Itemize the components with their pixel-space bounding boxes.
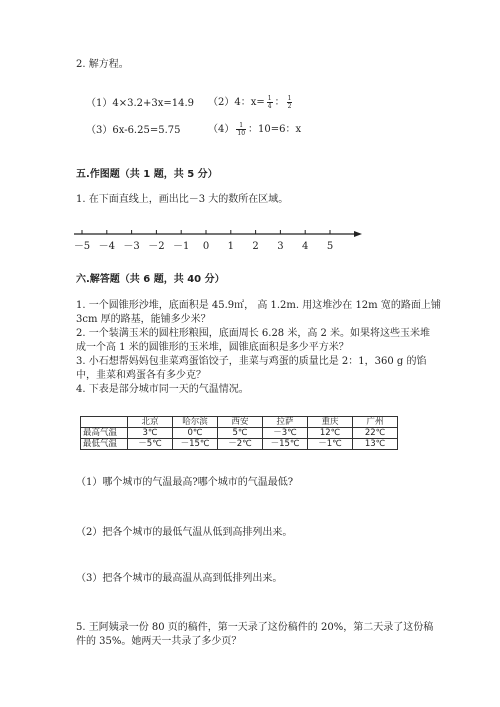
number-line-label: 2	[252, 241, 259, 252]
question-5-line-2: 件的 35%。她两天一共录了多少页？	[76, 636, 242, 647]
equation-2	[208, 95, 294, 110]
table-cell: 13℃	[353, 439, 398, 450]
question-3-line-2: 中，韭菜和鸡蛋各有多少克？	[76, 370, 206, 381]
table-header-cell: 西安	[218, 417, 263, 428]
table-header-cell: 北京	[128, 417, 173, 428]
table-row	[81, 439, 398, 450]
table-header-row	[81, 417, 398, 428]
fraction-one-quarter: $\frac{1}{4}$	[267, 95, 272, 110]
table-cell: －15℃	[173, 439, 218, 450]
sub-question-1: （1）哪个城市的气温最高?哪个城市的气温最低?	[76, 477, 294, 488]
table-row	[81, 428, 398, 439]
equation-4-rest: ：10=6：x	[248, 124, 302, 135]
table-cell: －2℃	[218, 439, 263, 450]
temperature-table	[80, 416, 398, 450]
table-cell: －1℃	[308, 439, 353, 450]
number-line-label: 0	[202, 241, 210, 252]
table-cell: 12℃	[308, 428, 353, 439]
table-header-cell: 重庆	[308, 417, 353, 428]
table-header-cell: 广州	[353, 417, 398, 428]
number-line-arrow	[354, 231, 362, 237]
row-label: 最高气温	[81, 428, 128, 439]
ratio-colon: ：	[274, 97, 285, 108]
table-cell: －5℃	[128, 439, 173, 450]
number-line-label: －2	[148, 241, 165, 252]
table-cell: －15℃	[263, 439, 308, 450]
number-line	[72, 226, 364, 254]
section-5-question-1: 1. 在下面直线上，画出比－3 大的数所在区域。	[76, 194, 289, 205]
section-6-title: 六.解答题（共 6 题，共 40 分）	[76, 274, 225, 285]
table-header-cell: 哈尔滨	[173, 417, 218, 428]
table-cell: 5℃	[218, 428, 263, 439]
question-2-line-1: 2. 一个装满玉米的圆柱形粮囤，底面周长 6.28 米，高 2 米。如果将这些玉米堆	[76, 328, 431, 339]
number-line-label: 5	[326, 241, 334, 252]
equation-3: （3）6x-6.25=5.75	[86, 125, 181, 136]
row-label: 最低气温	[81, 439, 128, 450]
equation-2-prefix: （2）4：x=	[208, 97, 265, 108]
number-line-label: 3	[277, 241, 284, 252]
number-line-label: －4	[98, 241, 115, 252]
table-corner-cell	[81, 417, 128, 428]
number-line-label: 4	[302, 241, 309, 252]
q2-title: 2. 解方程。	[76, 59, 129, 70]
table-cell: 3℃	[128, 428, 173, 439]
question-3-line-1: 3. 小石想帮妈妈包韭菜鸡蛋馅饺子，韭菜与鸡蛋的质量比是 2：1，360 g 的馅	[76, 356, 427, 367]
fraction-one-tenth: $\frac{1}{10}$	[237, 122, 246, 137]
sub-question-2: （2）把各个城市的最低气温从低到高排列出来。	[76, 527, 293, 538]
number-line-label: 1	[227, 241, 234, 252]
question-1-line-2: 3cm 厚的路基，能铺多少米？	[76, 314, 211, 325]
table-cell: 22℃	[353, 428, 398, 439]
question-4: 4. 下表是部分城市同一天的气温情况。	[76, 384, 249, 395]
number-line-label: －5	[73, 241, 91, 252]
equation-4	[208, 122, 301, 137]
question-2-line-2: 成一个高 1 米的圆锥形的玉米堆，圆锥底面积是多少平方米？	[76, 342, 349, 353]
equation-1: （1）4×3.2+3x=14.9	[86, 98, 195, 109]
section-5-title: 五.作图题（共 1 题，共 5 分）	[76, 169, 218, 180]
question-1-line-1: 1. 一个圆锥形沙堆，底面积是 45.9㎡， 高 1.2m. 用这堆沙在 12m 宽的路面上铺	[76, 300, 441, 311]
number-line-label: －3	[123, 241, 140, 252]
sub-question-3: （3）把各个城市的最高温从高到低排列出来。	[76, 573, 283, 584]
table-header-cell: 拉萨	[263, 417, 308, 428]
equation-4-prefix: （4）	[208, 124, 235, 135]
question-5-line-1: 5. 王阿姨录一份 80 页的稿件，第一天录了这份稿件的 20%，第二天录了这份稿	[76, 622, 434, 633]
table-cell: －3℃	[263, 428, 308, 439]
number-line-label: －1	[173, 241, 190, 252]
table-cell: 0℃	[173, 428, 218, 439]
fraction-one-half: $\frac{1}{2}$	[287, 95, 292, 110]
